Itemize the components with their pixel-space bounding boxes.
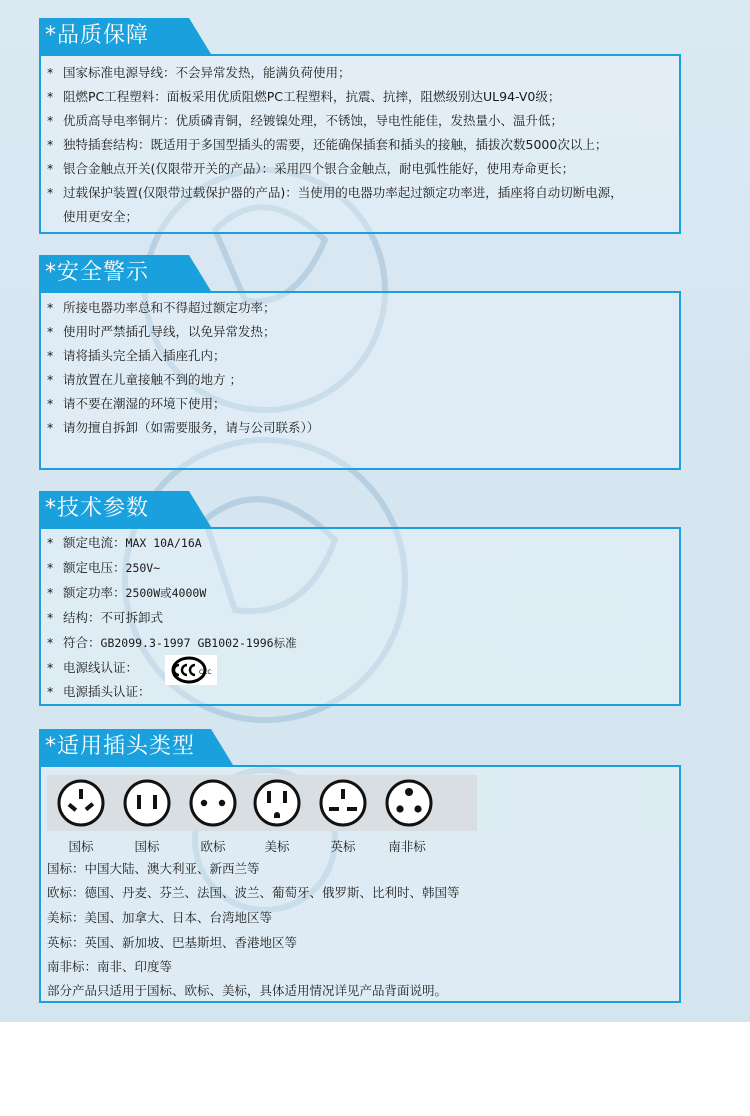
ccc-certification-icon bbox=[165, 655, 217, 685]
spec-row: * 额定电压：250V~ bbox=[47, 560, 161, 575]
plug-label: 英标 bbox=[330, 839, 356, 854]
spec-row: * 额定功率：2500W或4000W bbox=[47, 585, 207, 600]
region-note: 部分产品只适用于国标、欧标、美标，具体适用情况详见产品背面说明。 bbox=[47, 983, 448, 998]
region-line: 美标：美国、加拿大、日本、台湾地区等 bbox=[47, 910, 273, 925]
list-item: * 使用时严禁插孔导线，以免异常发热； bbox=[47, 324, 276, 339]
plug-types-section-title: *适用插头类型 bbox=[39, 729, 211, 765]
list-item: * 过载保护装置(仅限带过载保护器的产品)：当使用的电器功率起过额定功率进，插座将自动切断电源， bbox=[47, 185, 623, 200]
plug-types-section bbox=[39, 729, 681, 1003]
list-item: 使用更安全； bbox=[63, 209, 139, 224]
plug-label: 国标 bbox=[134, 839, 160, 854]
region-line: 英标：英国、新加坡、巴基斯坦、香港地区等 bbox=[47, 935, 298, 950]
list-item: * 请勿擅自拆卸（如需要服务，请与公司联系）） bbox=[47, 420, 320, 435]
list-item: * 请不要在潮湿的环境下使用； bbox=[47, 396, 226, 411]
spec-row: * 符合：GB2099.3-1997 GB1002-1996标准 bbox=[47, 635, 297, 650]
spec-row: * 结构：不可拆卸式 bbox=[47, 610, 164, 625]
plug-label: 欧标 bbox=[200, 839, 226, 854]
list-item: * 所接电器功率总和不得超过额定功率； bbox=[47, 300, 276, 315]
plug-uk-icon bbox=[315, 775, 375, 831]
specs-section bbox=[39, 491, 681, 706]
region-line: 欧标：德国、丹麦、芬兰、法国、波兰、葡萄牙、俄罗斯、比利时、韩国等 bbox=[47, 885, 460, 900]
plug-label: 美标 bbox=[264, 839, 290, 854]
list-item: * 银合金触点开关(仅限带开关的产品）：采用四个银合金触点，耐电弧性能好，使用寿命更长； bbox=[47, 161, 575, 176]
safety-section-title: *安全警示 bbox=[39, 255, 189, 291]
spec-row: * 电源线认证： bbox=[47, 660, 139, 675]
plug-types-box bbox=[39, 765, 681, 1003]
plug-icon-strip bbox=[47, 775, 477, 831]
spec-row: * 额定电流：MAX 10A/16A bbox=[47, 535, 202, 550]
plug-za-icon bbox=[381, 775, 441, 831]
safety-section bbox=[39, 255, 681, 470]
specs-section-title: *技术参数 bbox=[39, 491, 189, 527]
safety-box bbox=[39, 291, 681, 470]
quality-box bbox=[39, 54, 681, 234]
svg-text:CCC: CCC bbox=[199, 669, 212, 676]
plug-label: 国标 bbox=[68, 839, 94, 854]
region-line: 南非标：南非、印度等 bbox=[47, 959, 173, 974]
list-item: * 国家标准电源导线：不会异常发热，能满负荷使用； bbox=[47, 65, 351, 80]
list-item: * 独特插套结构：既适用于多国型插头的需要，还能确保插套和插头的接触，插拔次数5000次以上； bbox=[47, 137, 608, 152]
plug-cn-2pin-icon bbox=[119, 775, 179, 831]
quality-section bbox=[39, 18, 681, 234]
list-item: * 优质高导电率铜片：优质磷青铜，经镀镍处理，不锈蚀，导电性能佳，发热量小、温升低； bbox=[47, 113, 564, 128]
quality-section-title: *品质保障 bbox=[39, 18, 189, 54]
specs-box bbox=[39, 527, 681, 706]
plug-label: 南非标 bbox=[388, 839, 426, 854]
region-line: 国标：中国大陆、澳大利亚、新西兰等 bbox=[47, 861, 260, 876]
plug-eu-icon bbox=[185, 775, 245, 831]
list-item: * 阻燃PC工程塑料：面板采用优质阻燃PC工程塑料，抗震、抗摔，阻燃级别达UL94-V0级； bbox=[47, 89, 561, 104]
list-item: * 请将插头完全插入插座孔内； bbox=[47, 348, 226, 363]
plug-cn-3pin-icon bbox=[53, 775, 113, 831]
list-item: * 请放置在儿童接触不到的地方 ； bbox=[47, 372, 242, 387]
plug-us-icon bbox=[249, 775, 309, 831]
spec-row: * 电源插头认证： bbox=[47, 684, 151, 699]
